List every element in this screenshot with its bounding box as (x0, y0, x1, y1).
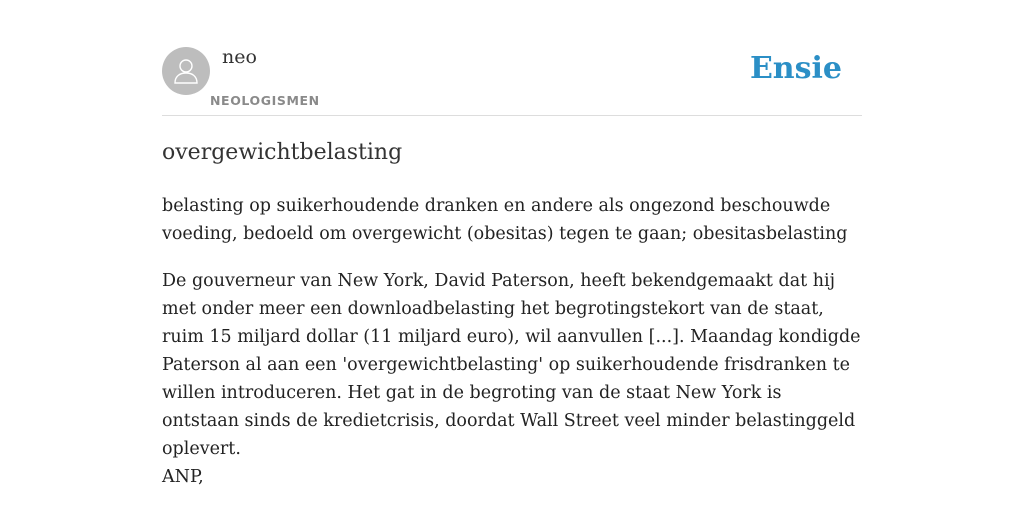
header-divider (162, 115, 862, 116)
entry-example-block (162, 267, 862, 491)
user-icon (171, 56, 201, 86)
ensie-logo[interactable]: Ensie (749, 51, 842, 86)
entry-source: ANP, (162, 467, 204, 487)
author-avatar[interactable] (162, 47, 210, 95)
entry-definition: belasting op suikerhoudende dranken en andere als ongezond beschouwde voeding, bedoeld om overgewicht (obesitas) tegen te gaan; obesitasbelasting (162, 196, 848, 244)
author-name[interactable]: neo (222, 46, 257, 68)
dictionary-name[interactable]: NEOLOGISMEN (210, 93, 320, 108)
entry-card (162, 0, 862, 512)
entry-headword: overgewichtbelasting (162, 140, 403, 165)
entry-example: De gouverneur van New York, David Paterson, heeft bekendgemaakt dat hij met onder meer een downloadbelasting het begrotingstekort van de staat, ruim 15 miljard dollar (11 miljard euro), wil aanvullen [...]. Maandag kondigde Paterson al aan een 'overgewichtbelasting' op suikerhoudende frisdranken te willen introduceren. Het gat in de begroting van de staat New York is ontstaan sinds de kredietcrisis, doordat Wall Street veel minder belastinggeld oplevert. (162, 271, 861, 459)
